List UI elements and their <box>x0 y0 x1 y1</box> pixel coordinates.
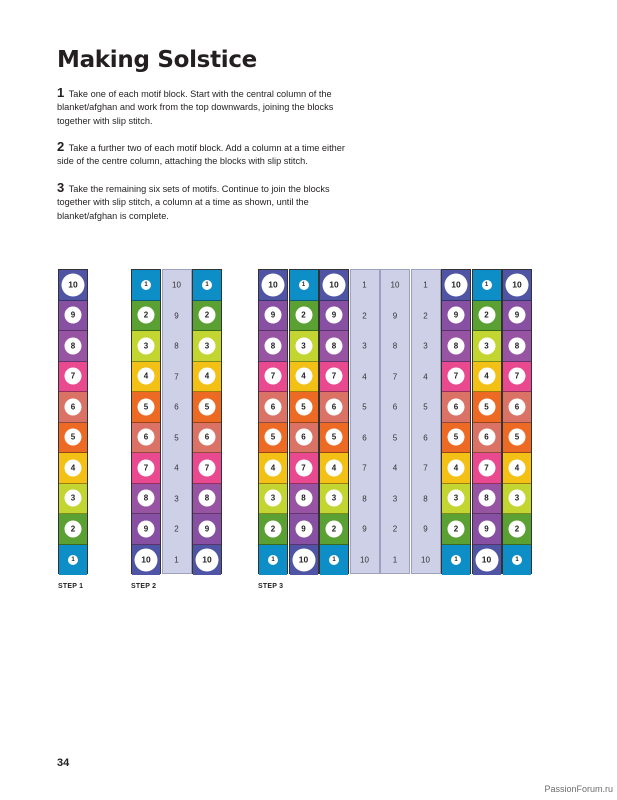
placed-block-8 <box>412 484 440 515</box>
motif-block-8 <box>473 484 501 515</box>
motif-number: 1 <box>141 280 151 290</box>
block-number: 2 <box>392 524 398 534</box>
motif-block-6 <box>503 392 531 423</box>
motif-block-9 <box>442 301 470 332</box>
motif-block-5 <box>442 423 470 454</box>
block-number: 4 <box>362 372 367 382</box>
block-number: 3 <box>392 494 398 504</box>
motif-number: 9 <box>265 307 282 324</box>
motif-number: 4 <box>65 459 82 476</box>
placed-block-9 <box>381 301 409 332</box>
motif-block-1 <box>59 545 87 576</box>
motif-number: 4 <box>295 368 312 385</box>
motif-block-3 <box>290 331 318 362</box>
step3-column-8 <box>472 269 502 574</box>
motif-number: 10 <box>62 273 85 296</box>
motif-block-5 <box>132 392 160 423</box>
step3-column-4 <box>350 269 380 574</box>
motif-number: 7 <box>448 368 465 385</box>
motif-block-7 <box>259 362 287 393</box>
placed-block-10 <box>163 270 191 301</box>
motif-block-5 <box>59 423 87 454</box>
motif-number: 4 <box>509 459 526 476</box>
placed-block-7 <box>163 362 191 393</box>
motif-block-9 <box>259 301 287 332</box>
placed-block-8 <box>381 331 409 362</box>
motif-number: 10 <box>262 273 285 296</box>
placed-block-4 <box>381 453 409 484</box>
motif-number: 8 <box>326 337 343 354</box>
motif-number: 8 <box>448 337 465 354</box>
motif-number: 6 <box>295 429 312 446</box>
motif-block-8 <box>59 331 87 362</box>
block-number: 8 <box>362 494 367 504</box>
motif-block-5 <box>473 392 501 423</box>
block-number: 7 <box>362 463 367 473</box>
motif-block-7 <box>503 362 531 393</box>
motif-number: 1 <box>299 280 309 290</box>
motif-number: 10 <box>292 548 315 571</box>
motif-block-3 <box>132 331 160 362</box>
motif-number: 3 <box>509 490 526 507</box>
motif-number: 2 <box>295 307 312 324</box>
step-2-instruction <box>57 140 357 169</box>
motif-block-10 <box>442 270 470 301</box>
block-number: 8 <box>174 341 179 351</box>
motif-block-8 <box>442 331 470 362</box>
motif-block-7 <box>473 453 501 484</box>
placed-block-10 <box>381 270 409 301</box>
block-number: 10 <box>172 280 181 290</box>
placed-block-5 <box>381 423 409 454</box>
motif-number: 7 <box>478 459 495 476</box>
placed-block-7 <box>381 362 409 393</box>
motif-block-9 <box>320 301 348 332</box>
step-1-text: Take one of each motif block. Start with the central column of the blanket/afghan and work from the top downwards, joining the blocks together with slip stitch. <box>57 89 334 126</box>
motif-block-5 <box>259 423 287 454</box>
block-number: 5 <box>174 433 179 443</box>
block-number: 2 <box>174 524 179 534</box>
motif-number: 9 <box>509 307 526 324</box>
motif-number: 5 <box>65 429 82 446</box>
motif-number: 7 <box>509 368 526 385</box>
step-2-number: 2 <box>57 139 65 154</box>
motif-block-1 <box>442 545 470 576</box>
motif-block-8 <box>503 331 531 362</box>
block-number: 3 <box>174 494 179 504</box>
motif-block-4 <box>442 453 470 484</box>
motif-block-9 <box>59 301 87 332</box>
step3-column-1 <box>258 269 288 574</box>
motif-number: 7 <box>199 459 216 476</box>
step3-column-9 <box>502 269 532 574</box>
block-number: 7 <box>174 372 179 382</box>
motif-block-6 <box>473 423 501 454</box>
motif-block-1 <box>259 545 287 576</box>
motif-number: 9 <box>326 307 343 324</box>
block-number: 1 <box>362 280 367 290</box>
motif-number: 1 <box>482 280 492 290</box>
motif-block-5 <box>193 392 221 423</box>
motif-number: 3 <box>295 337 312 354</box>
page-number: 34 <box>57 757 70 769</box>
motif-block-2 <box>473 301 501 332</box>
motif-block-1 <box>132 270 160 301</box>
motif-block-4 <box>320 453 348 484</box>
motif-number: 1 <box>68 555 78 565</box>
step-1-instruction <box>57 86 357 128</box>
block-number: 3 <box>423 341 428 351</box>
motif-block-3 <box>59 484 87 515</box>
block-number: 8 <box>423 494 428 504</box>
placed-block-2 <box>381 514 409 545</box>
motif-block-6 <box>59 392 87 423</box>
motif-block-2 <box>193 301 221 332</box>
motif-block-1 <box>320 545 348 576</box>
step3-column-5 <box>380 269 410 574</box>
motif-block-1 <box>473 270 501 301</box>
motif-number: 10 <box>135 548 158 571</box>
motif-number: 2 <box>138 307 155 324</box>
motif-block-4 <box>503 453 531 484</box>
placed-block-4 <box>163 453 191 484</box>
motif-number: 4 <box>478 368 495 385</box>
step-2-label: STEP 2 <box>131 583 157 590</box>
motif-number: 2 <box>448 520 465 537</box>
motif-block-4 <box>132 362 160 393</box>
motif-number: 2 <box>265 520 282 537</box>
motif-block-3 <box>320 484 348 515</box>
block-number: 2 <box>423 311 428 321</box>
motif-block-1 <box>503 545 531 576</box>
motif-block-8 <box>259 331 287 362</box>
motif-number: 7 <box>295 459 312 476</box>
placed-block-8 <box>163 331 191 362</box>
placed-block-5 <box>163 423 191 454</box>
motif-number: 6 <box>65 398 82 415</box>
block-number: 9 <box>362 524 367 534</box>
motif-number: 3 <box>138 337 155 354</box>
motif-number: 8 <box>199 490 216 507</box>
placed-block-9 <box>351 514 379 545</box>
placed-block-2 <box>351 301 379 332</box>
motif-block-6 <box>320 392 348 423</box>
step3-column-2 <box>289 269 319 574</box>
step3-column-6 <box>411 269 441 574</box>
placed-block-10 <box>412 545 440 576</box>
motif-block-1 <box>290 270 318 301</box>
motif-number: 10 <box>475 548 498 571</box>
motif-block-2 <box>59 514 87 545</box>
motif-number: 4 <box>448 459 465 476</box>
placed-block-3 <box>381 484 409 515</box>
block-number: 4 <box>174 463 179 473</box>
motif-number: 9 <box>448 307 465 324</box>
step1-column-1 <box>58 269 88 574</box>
watermark: PassionForum.ru <box>544 784 613 794</box>
motif-block-9 <box>193 514 221 545</box>
motif-number: 2 <box>478 307 495 324</box>
motif-number: 3 <box>265 490 282 507</box>
block-number: 10 <box>360 555 369 565</box>
motif-block-3 <box>503 484 531 515</box>
placed-block-5 <box>351 392 379 423</box>
placed-block-1 <box>351 270 379 301</box>
placed-block-6 <box>351 423 379 454</box>
placed-block-7 <box>351 453 379 484</box>
motif-block-7 <box>320 362 348 393</box>
motif-number: 1 <box>202 280 212 290</box>
motif-number: 10 <box>196 548 219 571</box>
motif-number: 6 <box>265 398 282 415</box>
motif-block-7 <box>193 453 221 484</box>
motif-block-10 <box>320 270 348 301</box>
step-3-instruction <box>57 181 357 223</box>
block-number: 5 <box>423 402 428 412</box>
motif-number: 7 <box>65 368 82 385</box>
motif-number: 4 <box>199 368 216 385</box>
motif-number: 5 <box>199 398 216 415</box>
motif-block-6 <box>259 392 287 423</box>
block-number: 5 <box>392 433 398 443</box>
motif-number: 1 <box>329 555 339 565</box>
placed-block-10 <box>351 545 379 576</box>
block-number: 5 <box>362 402 367 412</box>
motif-number: 6 <box>199 429 216 446</box>
motif-block-4 <box>193 362 221 393</box>
block-number: 6 <box>423 433 428 443</box>
motif-number: 6 <box>509 398 526 415</box>
placed-block-2 <box>163 514 191 545</box>
motif-block-7 <box>59 362 87 393</box>
motif-block-9 <box>473 514 501 545</box>
block-number: 7 <box>392 372 398 382</box>
motif-number: 10 <box>506 273 529 296</box>
motif-block-2 <box>290 301 318 332</box>
placed-block-3 <box>163 484 191 515</box>
motif-block-3 <box>473 331 501 362</box>
placed-block-5 <box>412 392 440 423</box>
motif-number: 8 <box>138 490 155 507</box>
step2-column-1 <box>131 269 161 574</box>
motif-number: 8 <box>265 337 282 354</box>
block-number: 1 <box>423 280 428 290</box>
motif-number: 3 <box>199 337 216 354</box>
placed-block-7 <box>412 453 440 484</box>
motif-block-8 <box>290 484 318 515</box>
motif-block-3 <box>259 484 287 515</box>
placed-block-3 <box>412 331 440 362</box>
motif-block-5 <box>290 392 318 423</box>
motif-number: 5 <box>138 398 155 415</box>
placed-block-3 <box>351 331 379 362</box>
placed-block-2 <box>412 301 440 332</box>
motif-block-4 <box>473 362 501 393</box>
motif-number: 1 <box>512 555 522 565</box>
motif-number: 1 <box>268 555 278 565</box>
motif-number: 9 <box>295 520 312 537</box>
motif-block-9 <box>290 514 318 545</box>
motif-number: 1 <box>451 555 461 565</box>
motif-block-2 <box>132 301 160 332</box>
motif-block-10 <box>59 270 87 301</box>
placed-block-6 <box>412 423 440 454</box>
block-number: 1 <box>174 555 179 565</box>
motif-number: 7 <box>138 459 155 476</box>
motif-block-5 <box>503 423 531 454</box>
motif-block-6 <box>132 423 160 454</box>
motif-block-3 <box>193 331 221 362</box>
step-3-text: Take the remaining six sets of motifs. Continue to join the blocks together with slip stitch, a column at a time as shown, until the blanket/afghan is complete. <box>57 184 330 221</box>
placed-block-9 <box>412 514 440 545</box>
motif-number: 8 <box>65 337 82 354</box>
block-number: 9 <box>392 311 398 321</box>
motif-number: 5 <box>326 429 343 446</box>
motif-block-10 <box>259 270 287 301</box>
motif-number: 6 <box>326 398 343 415</box>
motif-block-3 <box>442 484 470 515</box>
placed-block-1 <box>412 270 440 301</box>
motif-block-7 <box>132 453 160 484</box>
motif-number: 8 <box>295 490 312 507</box>
motif-number: 3 <box>478 337 495 354</box>
block-number: 7 <box>423 463 428 473</box>
block-number: 9 <box>423 524 428 534</box>
motif-number: 4 <box>326 459 343 476</box>
motif-block-4 <box>290 362 318 393</box>
motif-number: 2 <box>65 520 82 537</box>
block-number: 3 <box>362 341 367 351</box>
block-number: 6 <box>392 402 398 412</box>
motif-number: 9 <box>478 520 495 537</box>
motif-block-2 <box>320 514 348 545</box>
block-number: 6 <box>174 402 179 412</box>
step-1-label: STEP 1 <box>58 583 84 590</box>
block-number: 4 <box>392 463 398 473</box>
motif-number: 5 <box>509 429 526 446</box>
motif-block-10 <box>132 545 160 576</box>
placed-block-1 <box>163 545 191 576</box>
motif-block-2 <box>259 514 287 545</box>
step3-column-3 <box>319 269 349 574</box>
motif-block-8 <box>320 331 348 362</box>
motif-block-4 <box>59 453 87 484</box>
placed-block-4 <box>351 362 379 393</box>
motif-number: 9 <box>199 520 216 537</box>
motif-number: 3 <box>326 490 343 507</box>
motif-block-1 <box>193 270 221 301</box>
motif-number: 3 <box>65 490 82 507</box>
step-2-text: Take a further two of each motif block. Add a column at a time either side of the centre column, attaching the blocks with slip stitch. <box>57 143 345 167</box>
motif-number: 8 <box>478 490 495 507</box>
placed-block-8 <box>351 484 379 515</box>
motif-block-10 <box>290 545 318 576</box>
step3-column-7 <box>441 269 471 574</box>
motif-number: 7 <box>265 368 282 385</box>
motif-number: 3 <box>448 490 465 507</box>
step-3-label: STEP 3 <box>258 583 284 590</box>
motif-block-9 <box>503 301 531 332</box>
motif-number: 2 <box>326 520 343 537</box>
motif-block-10 <box>503 270 531 301</box>
motif-block-10 <box>193 545 221 576</box>
placed-block-6 <box>381 392 409 423</box>
block-number: 8 <box>392 341 398 351</box>
motif-block-2 <box>442 514 470 545</box>
motif-number: 2 <box>509 520 526 537</box>
motif-block-6 <box>290 423 318 454</box>
motif-number: 9 <box>138 520 155 537</box>
motif-block-10 <box>473 545 501 576</box>
motif-block-7 <box>442 362 470 393</box>
page-title: Making Solstice <box>57 47 257 73</box>
motif-block-7 <box>290 453 318 484</box>
motif-block-2 <box>503 514 531 545</box>
motif-number: 5 <box>295 398 312 415</box>
motif-number: 6 <box>478 429 495 446</box>
motif-block-9 <box>132 514 160 545</box>
placed-block-6 <box>163 392 191 423</box>
block-number: 2 <box>362 311 367 321</box>
motif-number: 5 <box>448 429 465 446</box>
motif-block-8 <box>193 484 221 515</box>
block-number: 1 <box>392 555 398 565</box>
block-number: 6 <box>362 433 367 443</box>
step2-column-2 <box>162 269 192 574</box>
motif-number: 8 <box>509 337 526 354</box>
motif-number: 7 <box>326 368 343 385</box>
motif-number: 9 <box>65 307 82 324</box>
step-1-number: 1 <box>57 85 65 100</box>
motif-block-8 <box>132 484 160 515</box>
motif-number: 4 <box>138 368 155 385</box>
motif-number: 10 <box>323 273 346 296</box>
motif-block-4 <box>259 453 287 484</box>
step2-column-3 <box>192 269 222 574</box>
step-3-number: 3 <box>57 180 65 195</box>
motif-number: 6 <box>138 429 155 446</box>
motif-block-5 <box>320 423 348 454</box>
block-number: 10 <box>390 280 400 290</box>
block-number: 4 <box>423 372 428 382</box>
motif-block-6 <box>193 423 221 454</box>
placed-block-4 <box>412 362 440 393</box>
motif-number: 6 <box>448 398 465 415</box>
placed-block-9 <box>163 301 191 332</box>
block-number: 9 <box>174 311 179 321</box>
motif-number: 10 <box>445 273 468 296</box>
motif-number: 5 <box>265 429 282 446</box>
motif-number: 4 <box>265 459 282 476</box>
motif-number: 5 <box>478 398 495 415</box>
motif-number: 2 <box>199 307 216 324</box>
block-number: 10 <box>421 555 430 565</box>
placed-block-1 <box>381 545 409 576</box>
motif-block-6 <box>442 392 470 423</box>
